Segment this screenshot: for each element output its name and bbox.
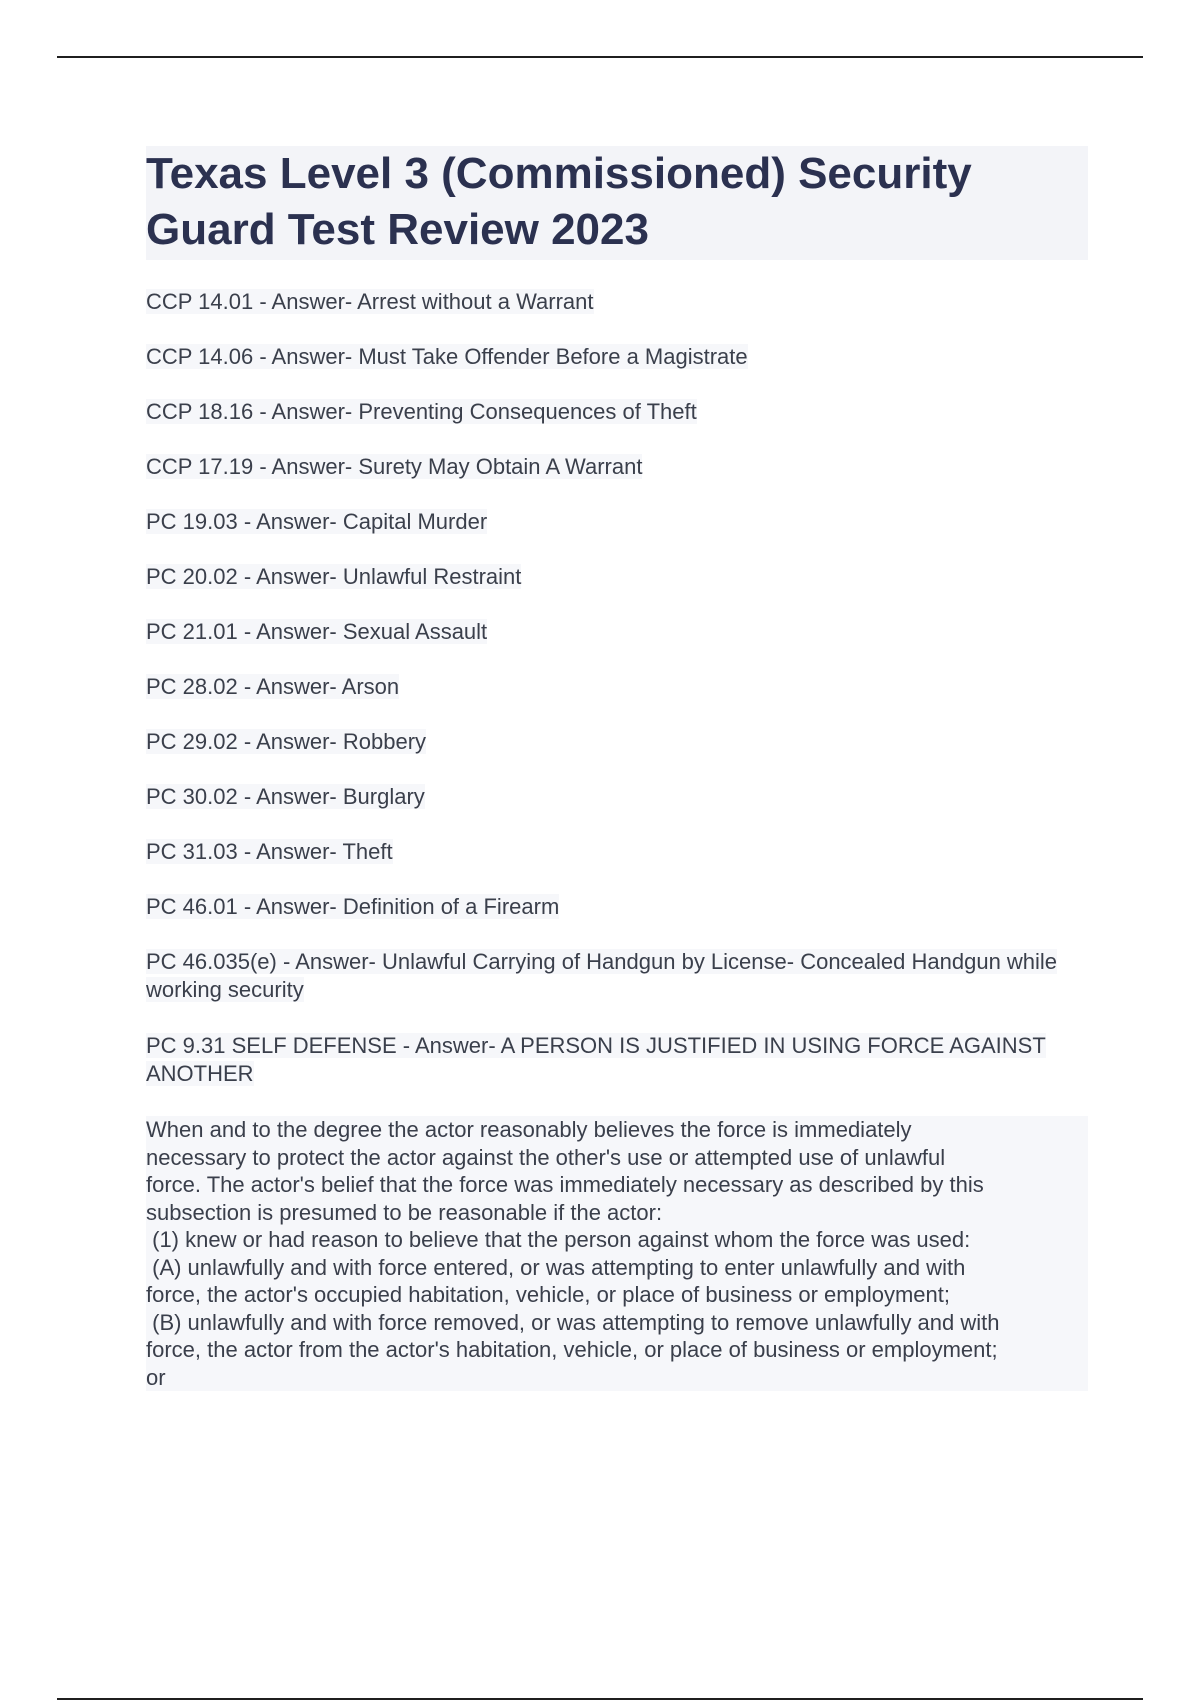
self-defense-paragraph bbox=[146, 1116, 1088, 1391]
qa-item bbox=[146, 343, 1088, 371]
qa-item-text: PC 21.01 - Answer- Sexual Assault bbox=[146, 619, 488, 644]
qa-item bbox=[146, 508, 1088, 536]
document-title: Texas Level 3 (Commissioned) Security Guard Test Review 2023 bbox=[146, 149, 972, 254]
paragraph-line: force, the actor's occupied habitation, vehicle, or place of business or employment; bbox=[146, 1281, 1088, 1309]
qa-item-text: PC 46.035(e) - Answer- Unlawful Carrying of Handgun by License- Concealed Handgun while working security bbox=[146, 949, 1058, 1002]
qa-item bbox=[146, 893, 1088, 921]
paragraph-line: When and to the degree the actor reasonably believes the force is immediately bbox=[146, 1116, 1088, 1144]
paragraph-line: necessary to protect the actor against the other's use or attempted use of unlawful bbox=[146, 1144, 1088, 1172]
title-block bbox=[146, 146, 1088, 260]
qa-item-text: PC 20.02 - Answer- Unlawful Restraint bbox=[146, 564, 522, 589]
paragraph-line: subsection is presumed to be reasonable if the actor: bbox=[146, 1199, 1088, 1227]
qa-item-text: CCP 17.19 - Answer- Surety May Obtain A Warrant bbox=[146, 454, 643, 479]
qa-item bbox=[146, 1032, 1088, 1088]
qa-item bbox=[146, 673, 1088, 701]
qa-item-text: PC 19.03 - Answer- Capital Murder bbox=[146, 509, 488, 534]
qa-item-text: CCP 14.06 - Answer- Must Take Offender Before a Magistrate bbox=[146, 344, 748, 369]
qa-item bbox=[146, 783, 1088, 811]
paragraph-line: force. The actor's belief that the force was immediately necessary as described by this bbox=[146, 1171, 1088, 1199]
qa-item-text: PC 28.02 - Answer- Arson bbox=[146, 674, 400, 699]
qa-list bbox=[146, 288, 1088, 1088]
top-rule bbox=[57, 56, 1143, 58]
paragraph-line: (1) knew or had reason to believe that the person against whom the force was used: bbox=[146, 1226, 1088, 1254]
qa-item bbox=[146, 453, 1088, 481]
paragraph-line: (A) unlawfully and with force entered, or was attempting to enter unlawfully and with bbox=[146, 1254, 1088, 1282]
qa-item bbox=[146, 563, 1088, 591]
qa-item bbox=[146, 288, 1088, 316]
qa-item-text: PC 46.01 - Answer- Definition of a Firearm bbox=[146, 894, 560, 919]
qa-item-text: CCP 14.01 - Answer- Arrest without a Warrant bbox=[146, 289, 594, 314]
paragraph-line: force, the actor from the actor's habitation, vehicle, or place of business or employment; bbox=[146, 1336, 1088, 1364]
qa-item bbox=[146, 728, 1088, 756]
qa-item bbox=[146, 948, 1088, 1004]
qa-item-text: PC 30.02 - Answer- Burglary bbox=[146, 784, 425, 809]
qa-item-text: CCP 18.16 - Answer- Preventing Consequences of Theft bbox=[146, 399, 697, 424]
qa-item bbox=[146, 618, 1088, 646]
paragraph-line: or bbox=[146, 1364, 1088, 1392]
qa-item-text: PC 31.03 - Answer- Theft bbox=[146, 839, 393, 864]
qa-item bbox=[146, 398, 1088, 426]
paragraph-line: (B) unlawfully and with force removed, or was attempting to remove unlawfully and with bbox=[146, 1309, 1088, 1337]
document-body bbox=[146, 146, 1088, 1391]
qa-item bbox=[146, 838, 1088, 866]
qa-item-text: PC 29.02 - Answer- Robbery bbox=[146, 729, 427, 754]
qa-item-text: PC 9.31 SELF DEFENSE - Answer- A PERSON IS JUSTIFIED IN USING FORCE AGAINST ANOTHER bbox=[146, 1033, 1046, 1086]
